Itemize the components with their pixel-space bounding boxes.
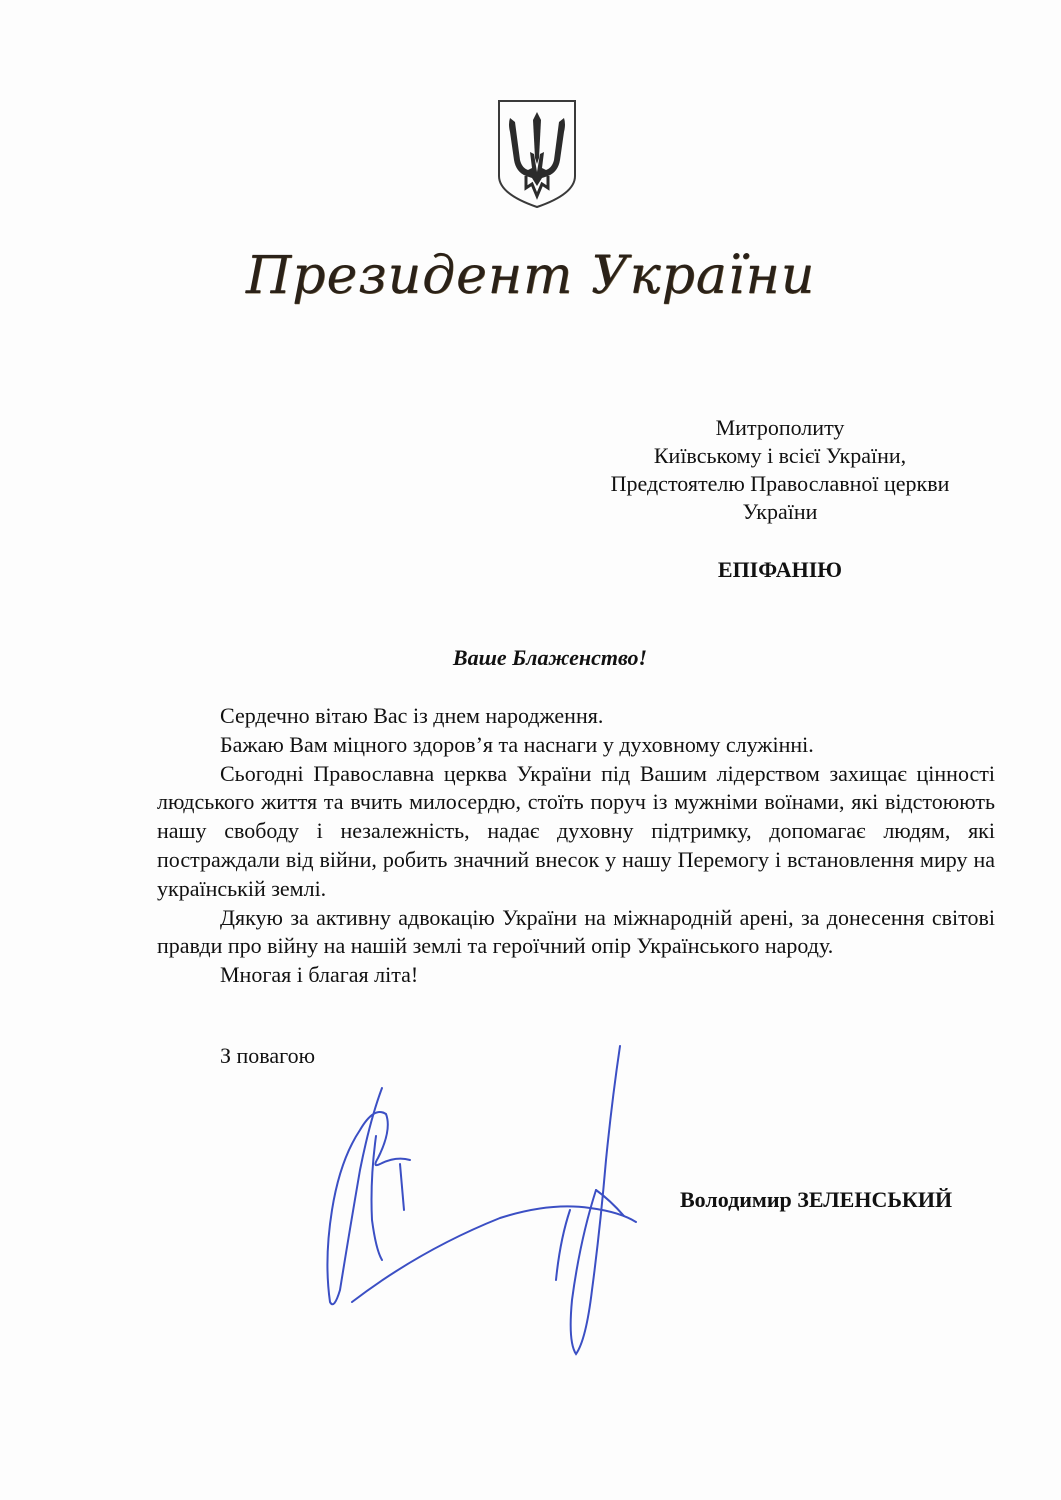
salutation: Ваше Блаженство! [452, 645, 648, 670]
body-paragraph: Сердечно вітаю Вас із днем народження. [220, 703, 604, 728]
addressee-line: України [742, 499, 818, 524]
body-paragraph: Бажаю Вам міцного здоров’я та наснаги у духовному служінні. [220, 731, 814, 757]
addressee-line: Предстоятелю Православної церкви [610, 471, 950, 496]
addressee-name: ЕПІФАНІЮ [717, 557, 843, 582]
letter-body [157, 702, 995, 990]
body-paragraph: Дякую за активну адвокацію України на міжнародній арені, за донесення світові правди про війну на нашій землі та героїчний опір Українського народу. [157, 904, 995, 959]
trident-icon [496, 98, 578, 210]
body-paragraph: Многая і благая літа! [220, 962, 419, 988]
letterhead-title: Президент України [245, 246, 816, 306]
body-paragraph: Сьогодні Православна церква України під Вашим лідерством захищає цінності людського життя та вчить милосердю, стоїть поруч із мужніми воїнами, які відстоюють нашу свободу і незалежність, надає духовну підтримку, допомагає людям, які постраждали від війни, робить значний внесок у нашу Перемогу і встановлення миру на українській землі. [157, 760, 995, 901]
addressee-line: Київському і всієї України, [653, 443, 907, 468]
signer-name: Володимир ЗЕЛЕНСЬКИЙ [680, 1187, 953, 1212]
addressee-block [560, 414, 1000, 526]
signature-mark [300, 1040, 660, 1360]
closing-phrase: З повагою [220, 1043, 316, 1068]
addressee-line: Митрополиту [715, 415, 845, 440]
